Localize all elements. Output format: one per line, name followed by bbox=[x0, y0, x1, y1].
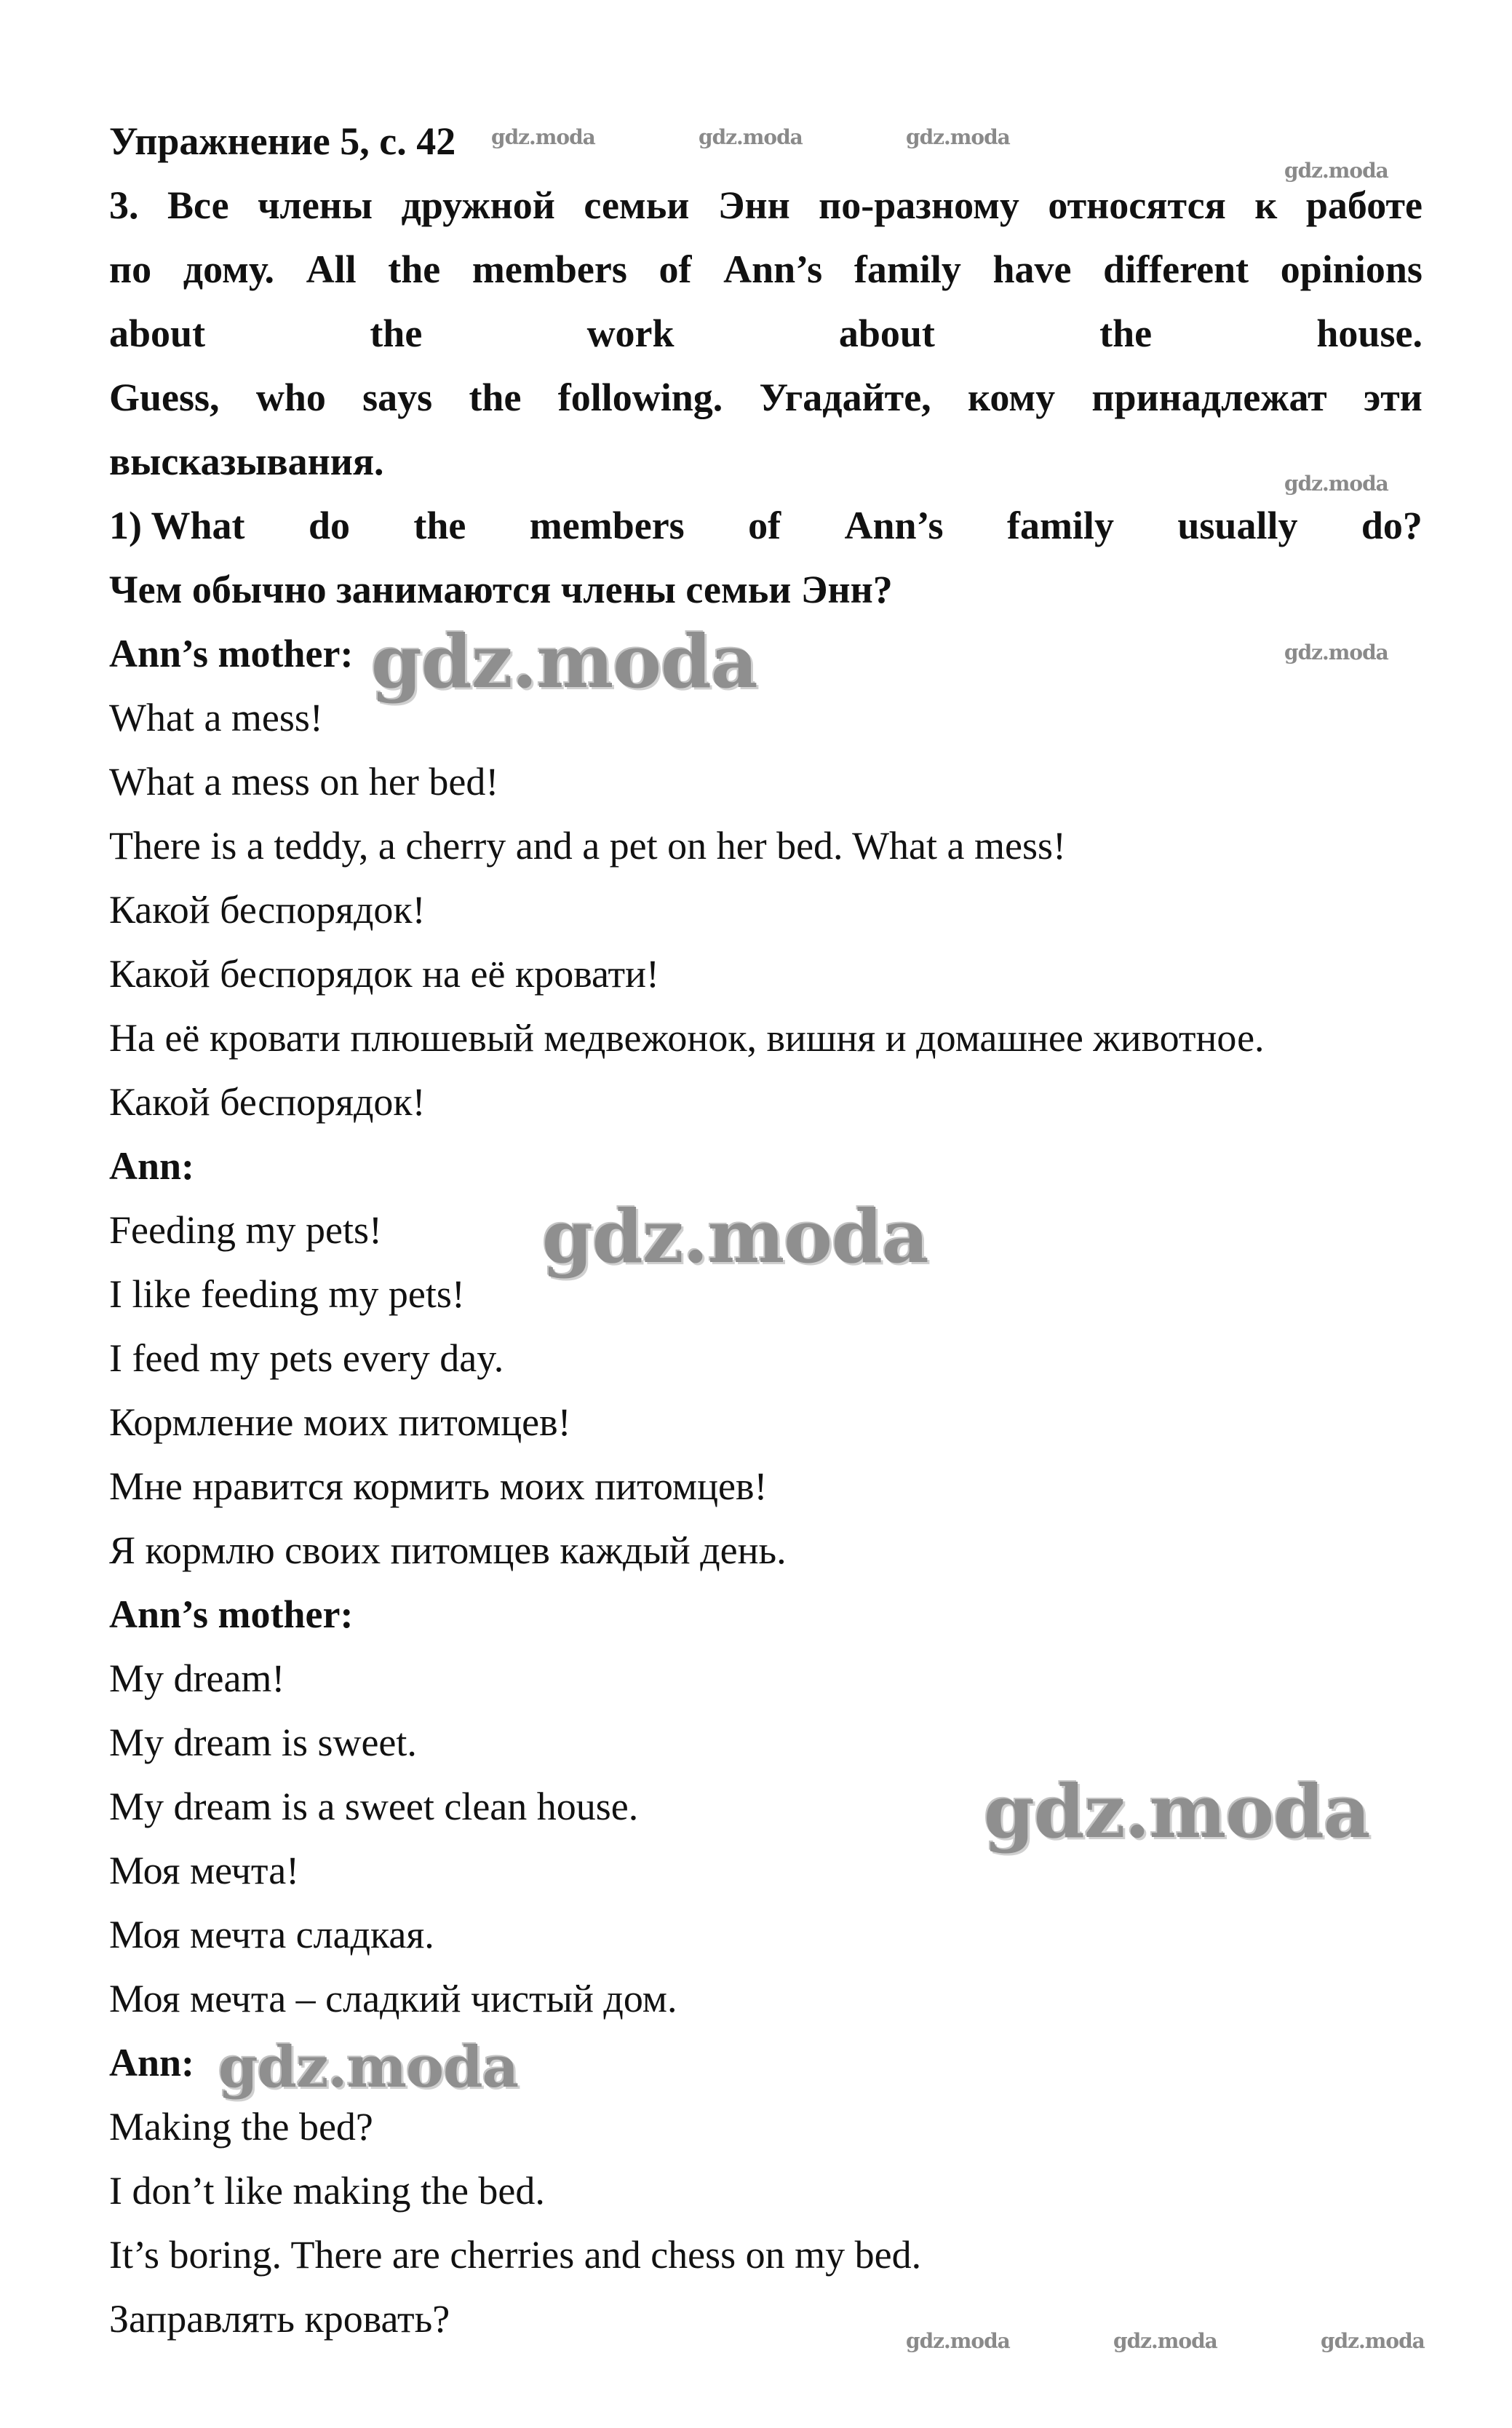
watermark: gdz.moda bbox=[1113, 2329, 1217, 2353]
watermark: gdz.moda bbox=[371, 619, 757, 705]
watermark: gdz.moda bbox=[218, 2034, 519, 2100]
dialogue-line: I feed my pets every day. bbox=[109, 1336, 504, 1380]
question-line-1: 1) What do the members of Ann’s family usually do? bbox=[109, 504, 1423, 547]
dialogue-line: Кормление моих питомцев! bbox=[109, 1400, 571, 1444]
watermark: gdz.moda bbox=[984, 1769, 1370, 1854]
task-line-5: высказывания. bbox=[109, 440, 384, 483]
dialogue-line: I like feeding my pets! bbox=[109, 1272, 465, 1316]
watermark: gdz.moda bbox=[906, 125, 1010, 149]
watermark: gdz.moda bbox=[491, 125, 595, 149]
watermark: gdz.moda bbox=[542, 1194, 928, 1280]
dialogue-line: Моя мечта! bbox=[109, 1849, 300, 1892]
watermark: gdz.moda bbox=[1321, 2329, 1425, 2353]
watermark: gdz.moda bbox=[906, 2329, 1010, 2353]
dialogue-line: Моя мечта – сладкий чистый дом. bbox=[109, 1977, 677, 2020]
task-line-1: 3. Все члены дружной семьи Энн по-разному относятся к работе bbox=[109, 183, 1423, 227]
dialogue-line: Feeding my pets! bbox=[109, 1208, 382, 1252]
dialogue-line: My dream is a sweet clean house. bbox=[109, 1785, 639, 1828]
dialogue-line: Making the bed? bbox=[109, 2105, 373, 2149]
speaker-label: Ann: bbox=[109, 1144, 195, 1188]
watermark: gdz.moda bbox=[1284, 640, 1388, 664]
dialogue-line: Какой беспорядок! bbox=[109, 1080, 426, 1124]
dialogue-line: My dream! bbox=[109, 1657, 285, 1700]
dialogue-line: What a mess on her bed! bbox=[109, 760, 499, 804]
dialogue-line: Я кормлю своих питомцев каждый день. bbox=[109, 1528, 787, 1572]
speaker-label: Ann: bbox=[109, 2041, 195, 2084]
dialogue-line: What a mess! bbox=[109, 696, 323, 739]
dialogue-line: It’s boring. There are cherries and chess on my bed. bbox=[109, 2233, 922, 2277]
dialogue-line: My dream is sweet. bbox=[109, 1721, 417, 1764]
watermark: gdz.moda bbox=[699, 125, 803, 149]
dialogue-line: Моя мечта сладкая. bbox=[109, 1913, 434, 1956]
dialogue-line: Какой беспорядок! bbox=[109, 888, 426, 932]
question-line-2: Чем обычно занимаются члены семьи Энн? bbox=[109, 568, 893, 611]
dialogue-line: На её кровати плюшевый медвежонок, вишня и домашнее животное. bbox=[109, 1016, 1265, 1060]
dialogue-line: Заправлять кровать? bbox=[109, 2297, 450, 2341]
dialogue-line: There is a teddy, a cherry and a pet on her bed. What a mess! bbox=[109, 824, 1066, 868]
task-line-3: about the work about the house. bbox=[109, 312, 1423, 355]
task-line-2: по дому. All the members of Ann’s family have different opinions bbox=[109, 247, 1423, 291]
speaker-label: Ann’s mother: bbox=[109, 632, 354, 675]
speaker-label: Ann’s mother: bbox=[109, 1592, 354, 1636]
dialogue-line: I don’t like making the bed. bbox=[109, 2169, 545, 2213]
watermark: gdz.moda bbox=[1284, 159, 1388, 183]
exercise-title: Упражнение 5, с. 42 bbox=[109, 119, 456, 163]
dialogue-line: Мне нравится кормить моих питомцев! bbox=[109, 1464, 768, 1508]
watermark: gdz.moda bbox=[1284, 472, 1388, 496]
dialogue-line: Какой беспорядок на её кровати! bbox=[109, 952, 660, 996]
task-line-4: Guess, who says the following. Угадайте, кому принадлежат эти bbox=[109, 376, 1423, 419]
